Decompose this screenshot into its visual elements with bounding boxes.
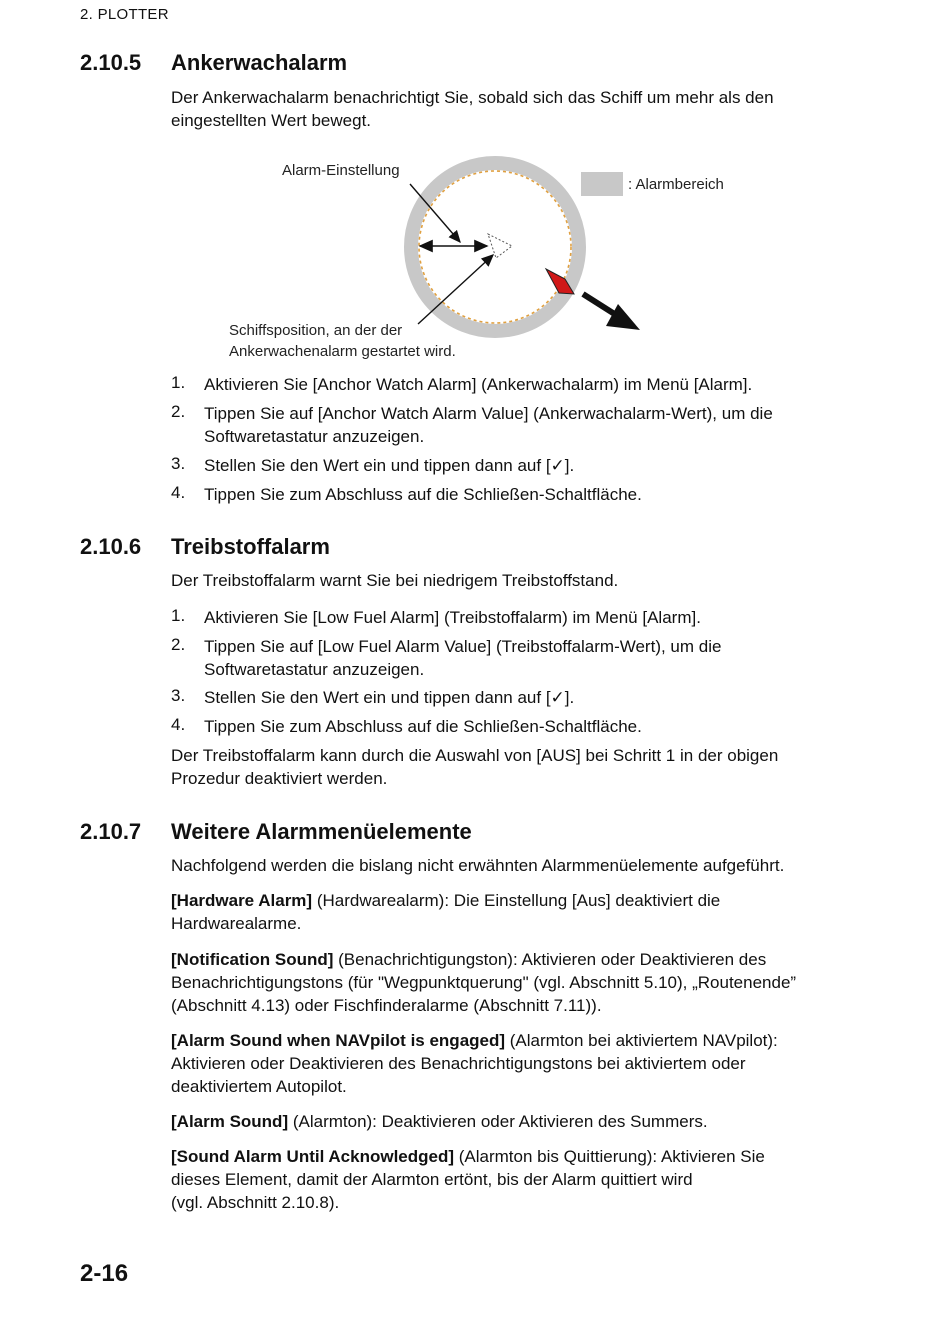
page-number: 2-16 [80, 1260, 129, 1287]
step-number: 2. [171, 402, 186, 421]
section-number: 2.10.7 [80, 819, 142, 844]
step-number: 3. [171, 686, 186, 705]
label-alarm-setting: Alarm-Einstellung [282, 162, 400, 179]
section-number: 2.10.6 [80, 534, 142, 559]
step-text: Tippen Sie zum Abschluss auf die Schließen-Schaltfläche. [204, 485, 642, 504]
step-number: 4. [171, 483, 186, 502]
section-intro: Der Treibstoffalarm warnt Sie bei niedrigem Treibstoffstand. [171, 571, 619, 590]
section-intro: Der Ankerwachalarm benachrichtigt Sie, sobald sich das Schiff um mehr als den eingestellten Wert bewegt. [171, 88, 774, 130]
alarm-area-ring [411, 163, 579, 331]
step-number: 3. [171, 454, 186, 473]
step-text: Aktivieren Sie [Low Fuel Alarm] (Treibstoffalarm) im Menü [Alarm]. [204, 608, 701, 627]
label-ship-position: Schiffsposition, an der der Ankerwachenalarm gestartet wird. [229, 322, 456, 360]
menu-item-description: [Alarm Sound] (Alarmton): Deaktivieren oder Aktivieren des Summers. [171, 1112, 708, 1131]
section-intro: Nachfolgend werden die bislang nicht erwähnten Alarmmenüelemente aufgeführt. [171, 856, 785, 875]
step-number: 1. [171, 373, 186, 392]
running-head: 2. PLOTTER [80, 6, 169, 23]
menu-item-description: [Sound Alarm Until Acknowledged] (Alarmton bis Quittierung): Aktivieren Sie dieses Element, damit der Alarmton ertönt, bis der Alarm quittiert wird (vgl. Abschnitt 2.10.8). [171, 1147, 765, 1212]
menu-item-term: [Hardware Alarm] [171, 891, 313, 910]
menu-item-term: [Alarm Sound when NAVpilot is engaged] [171, 1031, 506, 1050]
menu-item-term: [Sound Alarm Until Acknowledged] [171, 1147, 455, 1166]
ship-start-icon [488, 234, 512, 258]
section-number: 2.10.5 [80, 50, 142, 75]
section-note: Der Treibstoffalarm kann durch die Auswahl von [AUS] bei Schritt 1 in der obigen Prozedur deaktiviert werden. [171, 746, 779, 788]
menu-item-description: [Hardware Alarm] (Hardwarealarm): Die Einstellung [Aus] deaktiviert die Hardwarealarme. [171, 891, 721, 933]
step-text: Tippen Sie auf [Anchor Watch Alarm Value] (Ankerwachalarm-Wert), um die Softwaretastatur anzuzeigen. [204, 404, 773, 446]
section-title: Ankerwachalarm [171, 50, 348, 75]
menu-item-description: [Notification Sound] (Benachrichtigungston): Aktivieren oder Deaktivieren des Benachrichtigungstons (für "Wegpunktquerung" (vgl. Abschnitt 5.10), „Routenende” (Abschnitt 4.13) oder Fischfinderalarme (Abschnitt 7.11)). [171, 950, 797, 1015]
legend-swatch [581, 172, 623, 196]
step-number: 2. [171, 635, 186, 654]
label-alarm-area: : Alarmbereich [628, 176, 724, 193]
menu-item-term: [Alarm Sound] [171, 1112, 289, 1131]
step-text: Tippen Sie auf [Low Fuel Alarm Value] (Treibstoffalarm-Wert), um die Softwaretastatur anzuzeigen. [204, 637, 722, 679]
step-text: Tippen Sie zum Abschluss auf die Schließen-Schaltfläche. [204, 717, 642, 736]
section-title: Treibstoffalarm [171, 534, 330, 559]
menu-item-description: [Alarm Sound when NAVpilot is engaged] (Alarmton bei aktiviertem NAVpilot): Aktivieren oder Deaktivieren des Benachrichtigungstons bei aktiviertem oder deaktiviertem Autopilot. [171, 1031, 778, 1096]
menu-item-term: [Notification Sound] [171, 950, 334, 969]
step-text: Stellen Sie den Wert ein und tippen dann auf [✓]. [204, 688, 575, 707]
step-number: 1. [171, 606, 186, 625]
step-text: Stellen Sie den Wert ein und tippen dann auf [✓]. [204, 456, 575, 475]
section-title: Weitere Alarmmenüelemente [171, 819, 472, 844]
step-text: Aktivieren Sie [Anchor Watch Alarm] (Ankerwachalarm) im Menü [Alarm]. [204, 375, 753, 394]
step-number: 4. [171, 715, 186, 734]
alarm-setting-circle [419, 171, 571, 323]
drift-arrow-head [606, 304, 640, 330]
